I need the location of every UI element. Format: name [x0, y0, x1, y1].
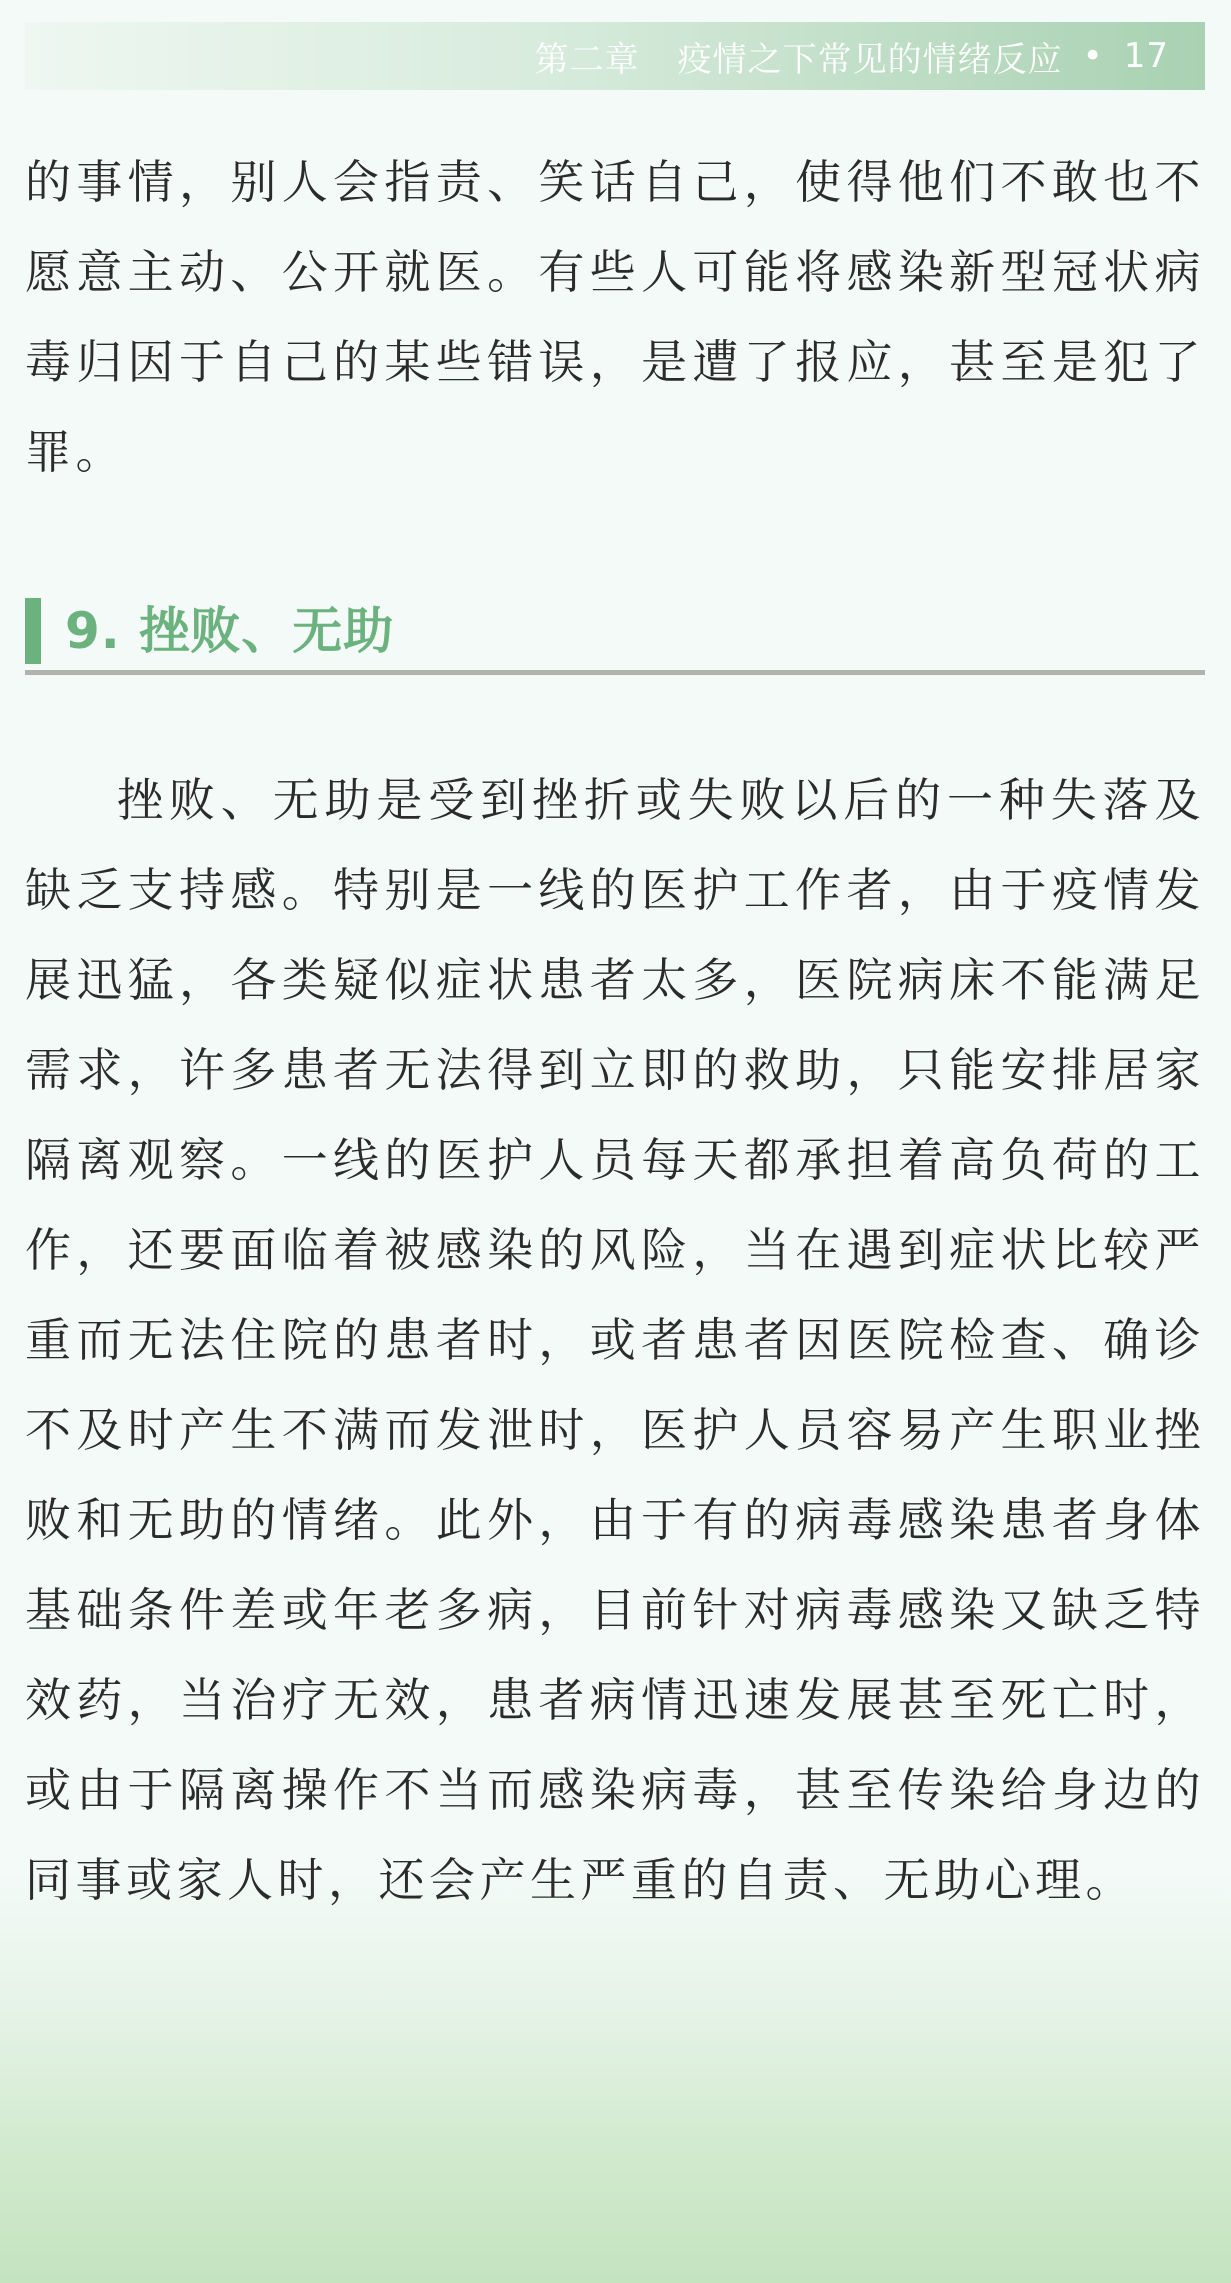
running-header	[25, 22, 1205, 90]
heading-marker	[25, 598, 41, 664]
section-title: 9. 挫败、无助	[65, 602, 395, 660]
header-separator: •	[1082, 36, 1104, 76]
page-number: 17	[1123, 36, 1169, 76]
header-title: 疫情之下常见的情绪反应	[677, 39, 1063, 80]
heading-underline	[25, 670, 1205, 675]
body-paragraph-continued: 的事情，别人会指责、笑话自己，使得他们不敢也不愿意主动、公开就医。有些人可能将感染新型冠状病毒归因于自己的某些错误，是遭了报应，甚至是犯了罪。	[25, 155, 1205, 479]
header-chapter: 第二章	[534, 39, 640, 80]
section-heading	[25, 592, 1205, 672]
body-paragraph: 挫败、无助是受到挫折或失败以后的一种失落及缺乏支持感。特别是一线的医护工作者，由于疫情发展迅猛，各类疑似症状患者太多，医院病床不能满足需求，许多患者无法得到立即的救助，只能安排居家隔离观察。一线的医护人员每天都承担着高负荷的工作，还要面临着被感染的风险，当在遇到症状比较严重而无法住院的患者时，或者患者因医院检查、确诊不及时产生不满而发泄时，医护人员容易产生职业挫败和无助的情绪。此外，由于有的病毒感染患者身体基础条件差或年老多病，目前针对病毒感染又缺乏特效药，当治疗无效，患者病情迅速发展甚至死亡时，或由于隔离操作不当而感染病毒，甚至传染给身边的同事或家人时，还会产生严重的自责、无助心理。	[25, 773, 1205, 1907]
